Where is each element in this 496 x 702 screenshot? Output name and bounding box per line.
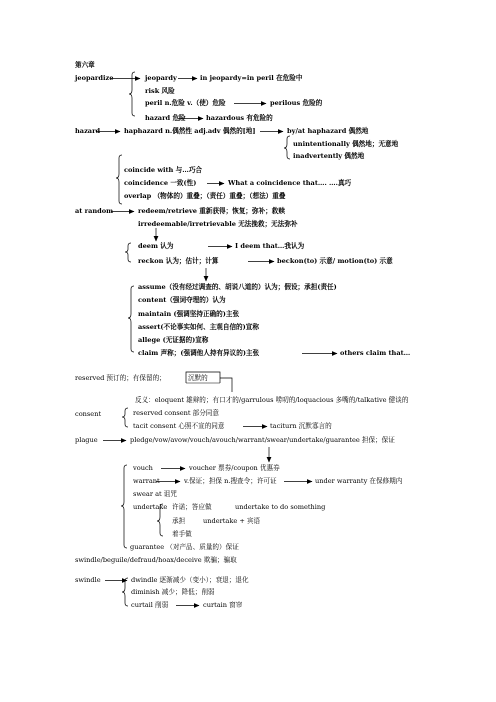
swindle-synonyms: swindle/beguile/defraud/hoax/deceive 欺骗；骗取 [75,556,237,564]
chapter-title: 第六章 [75,61,95,69]
undertake-example-2: undertake + 宾语 [203,517,261,525]
term-plague: plague [75,436,98,444]
term-tacit-consent: tacit consent 心照不宣的同意 [133,422,225,430]
term-by-at-haphazard: by/at haphazard 偶然地 [287,127,369,135]
term-at-random: at random [75,207,114,215]
term-dwindle: dwindle 逐渐减少（变小）；衰退；退化 [131,576,249,584]
brace [121,465,127,548]
term-risk: risk 风险 [145,87,175,95]
term-overlap: overlap （物体的）重叠；（责任）重叠；（想法）重叠 [124,192,286,200]
term-taciturn: taciturn 沉默寡言的 [270,422,332,430]
reserved-boxed-meaning: 沉默的 [188,374,208,382]
term-allege: allege (无证据的)宣称 [138,336,209,344]
term-maintain: maintain (强调坚持正确的)主张 [138,310,240,318]
undertake-example-1: undertake to do something [235,503,326,511]
term-assume: assume（没有经过调查的、胡说八道的）认为；假设；承担(责任) [138,283,337,291]
brace [122,408,128,427]
term-haphazard: haphazard n.偶然性 adj.adv 偶然的[地] [124,127,256,135]
term-reckon: reckon 认为；估计；计算 [138,257,219,265]
brace [116,155,122,204]
undertake-meaning-2: 承担 [172,517,186,525]
undertake-meaning-1: 许诺；答应做 [172,503,212,511]
coincidence-example: What a coincidence that…. ….真巧 [228,179,352,187]
term-swindle: swindle [75,576,101,584]
term-coincidence: coincidence 一致(性) [124,179,197,187]
term-beckon: beckon(to) 示意/ motion(to) 示意 [277,257,393,265]
brace [125,243,131,262]
term-under-warranty: under warranty 在保修期内 [315,477,403,485]
term-reserved: reserved 预订的；有保留的； [75,374,166,382]
term-curtail: curtail 削弱 [131,601,169,609]
term-unintentionally: unintentionally 偶然地；无意地 [293,140,399,148]
term-deem: deem 认为 [138,242,174,250]
term-jeopardize: jeopardize [75,74,114,82]
term-vouch: vouch [133,464,153,472]
term-irredeemable: irredeemable/irretrievable 无法挽救；无法弥补 [138,220,298,228]
term-curtain: curtain 窗帘 [203,601,243,609]
term-assert: assert(不论事实如何、主观自信的)宣称 [138,323,259,331]
term-jeopardy: jeopardy [145,74,177,82]
warrant-definition: v.保证；担保 n.搜查令；许可证 [184,477,277,485]
brace [122,578,128,606]
term-perilous: perilous 危险的 [270,99,323,107]
undertake-meaning-3: 着手做 [172,530,192,538]
deem-example: I deem that…我认为 [235,242,305,250]
term-hazard: hazard [75,127,101,135]
bracket [220,378,232,392]
term-coincide-with: coincide with 与…巧合 [124,166,203,174]
claim-example: others claim that… [340,349,411,357]
term-swear-at: swear at 诅咒 [133,490,177,498]
term-guarantee: guarantee （对产品、质量的）保证 [130,543,239,551]
brace [284,136,290,159]
term-undertake: undertake [133,503,168,511]
term-peril: peril n.危险 v.（使）危险 [145,99,226,107]
reserved-antonyms: 反义：eloquent 雄辩的；有口才的/garrulous 唠叨的/loquacious 多嘴的/talkative 健谈的 [135,396,409,404]
term-inadvertently: inadvertently 偶然地 [293,152,365,160]
term-voucher: voucher 票券/coupon 优惠券 [189,464,280,472]
term-reserved-consent: reserved consent 部分同意 [133,409,219,417]
term-hazard-small: hazard 危险 [145,114,186,122]
pledge-synonyms: pledge/vow/avow/vouch/avouch/warrant/swear/undertake/guarantee 担保；保证 [130,436,395,444]
term-warrant: warrant [133,477,160,485]
phrase-in-jeopardy: in jeopardy=in peril 在危险中 [200,74,303,82]
term-claim: claim 声称；(强调他人持有异议的)主张 [138,349,260,357]
term-hazardous: hazardous 有危险的 [206,114,273,122]
brace [128,286,134,352]
term-redeem: redeem/retrieve 重新获得；恢复；弥补；救赎 [138,207,285,215]
term-diminish: diminish 减少；降低；削弱 [131,588,215,596]
term-consent: consent [75,410,102,418]
term-content: content（强词夺理的）认为 [138,296,226,304]
